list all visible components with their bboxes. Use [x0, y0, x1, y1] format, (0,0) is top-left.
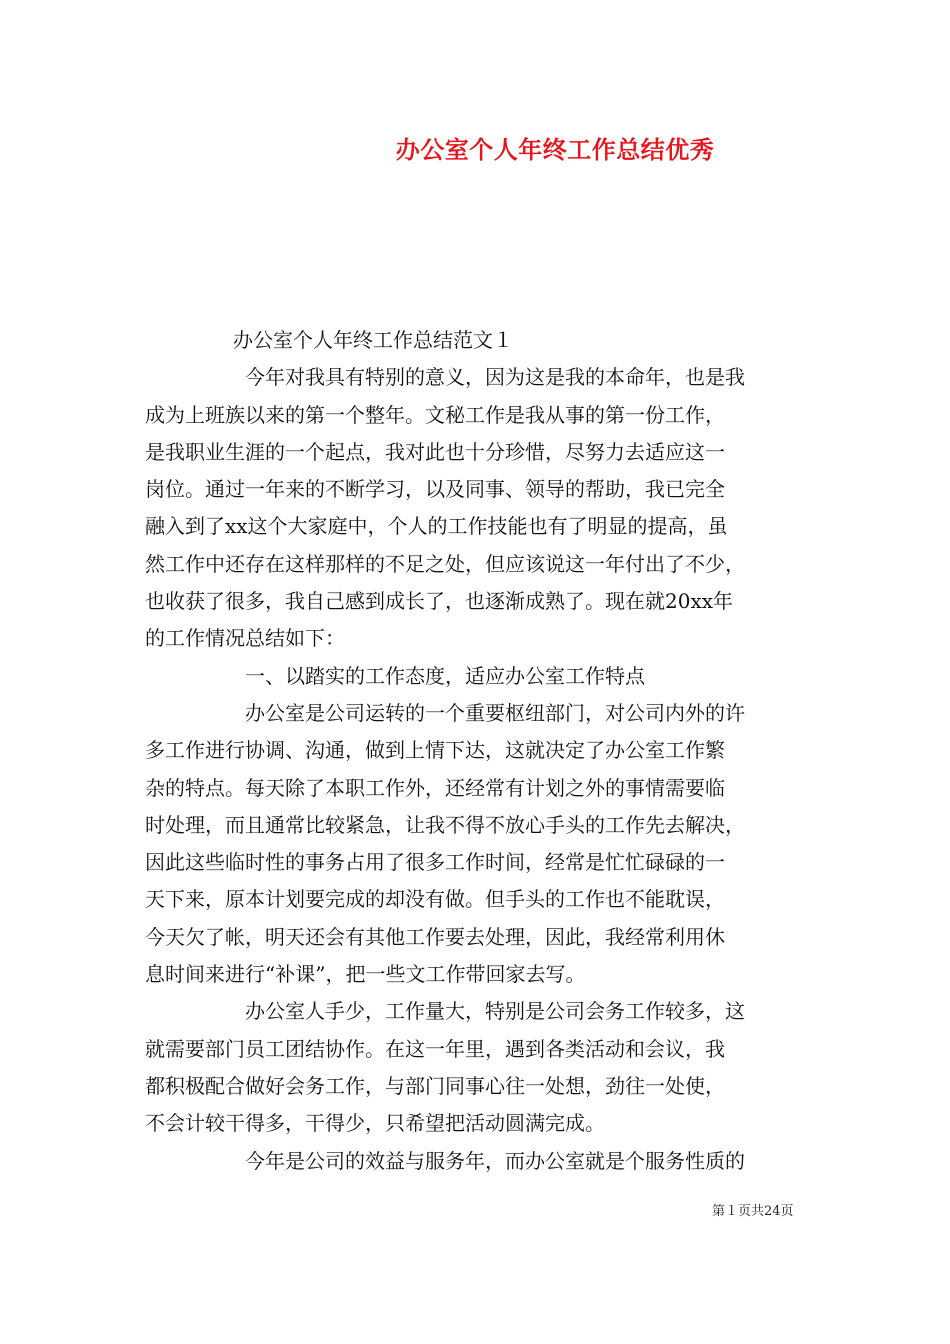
- body-line: 都积极配合做好会务工作，与部门同事心往一处想，劲往一处使，: [145, 1073, 725, 1098]
- body-line: 也收获了很多，我自己感到成长了，也逐渐成熟了。现在就20xx年: [145, 589, 734, 614]
- body-line: 时处理，而且通常比较紧急，让我不得不放心手头的工作先去解决，: [145, 812, 745, 837]
- body-line: 成为上班族以来的第一个整年。文秘工作是我从事的第一份工作，: [145, 402, 725, 427]
- body-line: 是我职业生涯的一个起点，我对此也十分珍惜，尽努力去适应这一: [145, 439, 725, 464]
- body-line: 今年对我具有特别的意义，因为这是我的本命年，也是我: [245, 365, 745, 390]
- body-line: 因此这些临时性的事务占用了很多工作时间，经常是忙忙碌碌的一: [145, 850, 725, 875]
- body-line: 不会计较干得多，干得少，只希望把活动圆满完成。: [145, 1111, 605, 1136]
- body-line: 今天欠了帐，明天还会有其他工作要去处理，因此，我经常利用休: [145, 924, 725, 949]
- page-number: 第１页共24页: [712, 1204, 794, 1219]
- document-body: [145, 322, 817, 1180]
- body-line: 今年是公司的效益与服务年，而办公室就是个服务性质的: [245, 1148, 745, 1173]
- body-line: 融入到了xx这个大家庭中，个人的工作技能也有了明显的提高，虽: [145, 514, 728, 539]
- body-line: 办公室人手少，工作量大，特别是公司会务工作较多，这: [245, 999, 745, 1024]
- body-line: 多工作进行协调、沟通，做到上情下达，这就决定了办公室工作繁: [145, 738, 725, 763]
- section-subtitle: 办公室个人年终工作总结范文１: [233, 328, 513, 352]
- body-line: 办公室是公司运转的一个重要枢纽部门，对公司内外的许: [245, 700, 745, 725]
- body-line: 的工作情况总结如下：: [145, 626, 345, 651]
- body-line: 杂的特点。每天除了本职工作外，还经常有计划之外的事情需要临: [145, 775, 725, 800]
- document-title: 办公室个人年终工作总结优秀: [395, 135, 715, 164]
- body-line: 就需要部门员工团结协作。在这一年里，遇到各类活动和会议，我: [145, 1036, 725, 1061]
- body-line: 天下来，原本计划要完成的却没有做。但手头的工作也不能耽误，: [145, 887, 725, 912]
- body-line: 然工作中还存在这样那样的不足之处，但应该说这一年付出了不少，: [145, 551, 745, 576]
- body-line: 息时间来进行“补课”，把一些文工作带回家去写。: [145, 962, 586, 987]
- section-heading: 一、以踏实的工作态度，适应办公室工作特点: [245, 663, 645, 688]
- body-line: 岗位。通过一年来的不断学习，以及同事、领导的帮助，我已完全: [145, 477, 725, 502]
